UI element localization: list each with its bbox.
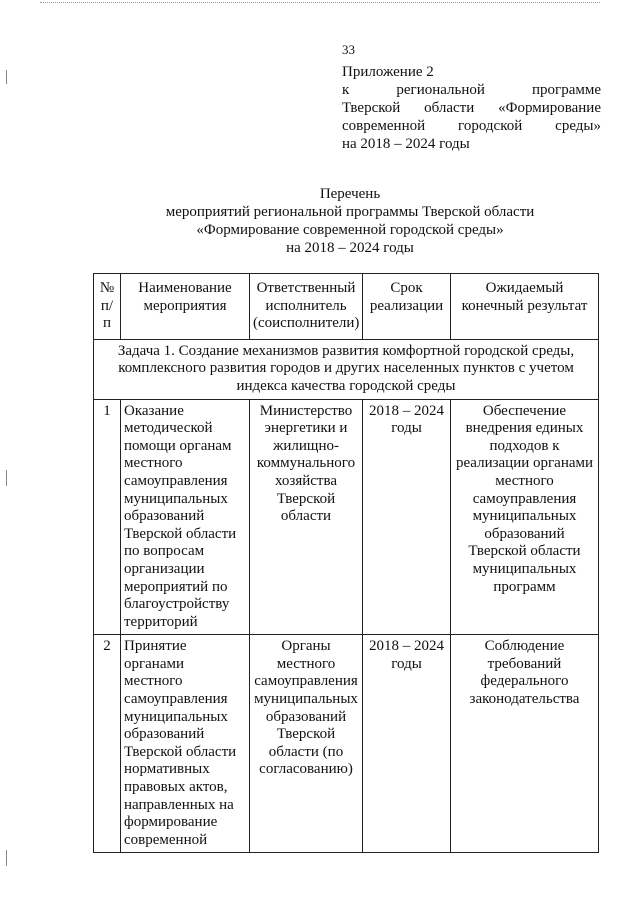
appendix-line: современной городской среды» <box>342 118 601 134</box>
measures-table <box>93 273 599 853</box>
scan-margin-mark <box>6 70 7 84</box>
row-number: 1 <box>94 399 121 635</box>
task-1-title: Задача 1. Создание механизмов развития комфортной городской среды, комплексного развития городов и других населенных пунктов с учетом индекса качества городской среды <box>94 339 599 399</box>
appendix-line: на 2018 – 2024 годы <box>342 136 470 152</box>
row-measure-name: Принятие органами местного самоуправления муниципальных образований Тверской области нормативных правовых актов, направленных на формирование современной <box>121 635 250 853</box>
header-result: Ожидаемый конечный результат <box>451 274 599 340</box>
appendix-line: Тверской области «Формирование <box>342 100 601 116</box>
row-responsible: Органы местного самоуправления муниципальных образований Тверской области (по согласованию) <box>250 635 363 853</box>
scan-margin-mark <box>6 470 7 486</box>
header-term: Срок реализации <box>363 274 451 340</box>
page-number: 33 <box>342 42 355 57</box>
row-result: Обеспечение внедрения единых подходов к реализации органами местного самоуправления муниципальных образований Тверской области муниципальных программ <box>451 399 599 635</box>
table-row <box>94 635 599 853</box>
row-result: Соблюдение требований федерального законодательства <box>451 635 599 853</box>
appendix-line: к региональной программе <box>342 82 601 98</box>
row-term: 2018 – 2024 годы <box>363 635 451 853</box>
row-measure-name: Оказание методической помощи органам местного самоуправления муниципальных образований Тверской области по вопросам организации мероприятий по благоустройству территорий <box>121 399 250 635</box>
title-line: Перечень <box>319 186 381 202</box>
row-term: 2018 – 2024 годы <box>363 399 451 635</box>
row-responsible: Министерство энергетики и жилищно-коммунального хозяйства Тверской области <box>250 399 363 635</box>
task-row <box>94 339 599 399</box>
header-responsible: Ответственный исполнитель (соисполнители) <box>250 274 363 340</box>
table-header-row <box>94 274 599 340</box>
title-line: мероприятий региональной программы Тверской области <box>165 204 535 220</box>
title-line: на 2018 – 2024 годы <box>286 240 414 256</box>
row-number: 2 <box>94 635 121 853</box>
header-name: Наименование мероприятия <box>121 274 250 340</box>
scan-top-edge <box>40 2 600 3</box>
header-num: № п/п <box>94 274 121 340</box>
appendix-line: Приложение 2 <box>342 64 434 80</box>
table-row <box>94 399 599 635</box>
appendix-header <box>342 63 601 153</box>
document-title <box>0 185 640 257</box>
scan-margin-mark <box>6 850 7 866</box>
title-line: «Формирование современной городской среды» <box>196 222 504 238</box>
